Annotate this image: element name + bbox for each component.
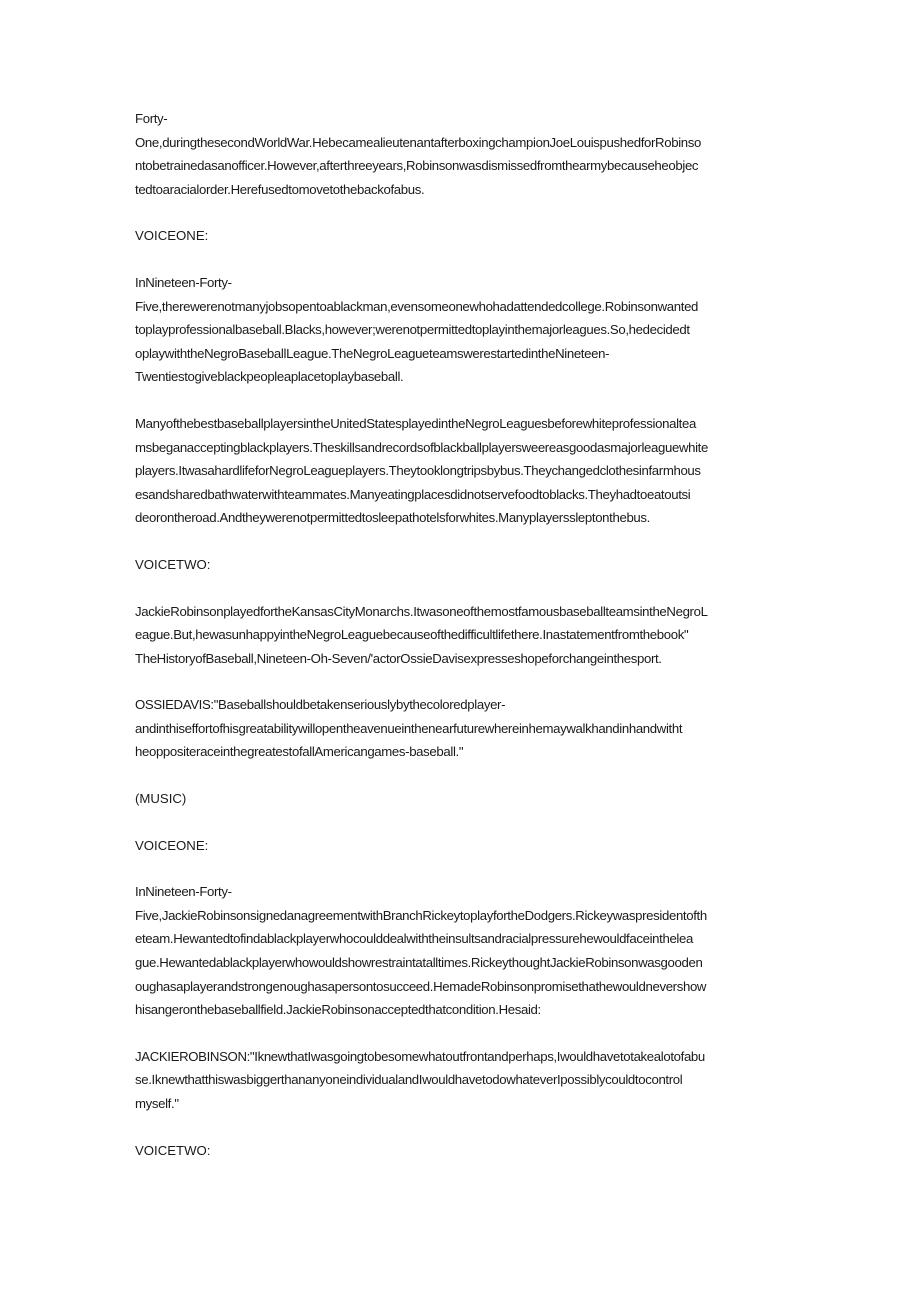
text-line: deorontheroad.Andtheywerenotpermittedtosleepathotelsforwhites.Manyplayerssleptonthebus. xyxy=(135,510,650,526)
text-line: esandsharedbathwaterwithteammates.Manyeatingplacesdidnotservefoodtoblacks.Theyhadtoeatoutsi xyxy=(135,486,691,502)
document-page xyxy=(135,107,787,1185)
text-line: InNineteen-Forty- xyxy=(135,884,232,900)
text-line: JackieRobinsonplayedfortheKansasCityMonarchs.ItwasoneofthemostfamousbaseballteamsintheNegroL xyxy=(135,603,708,619)
paragraph-army-service xyxy=(135,107,787,201)
text-line: OSSIEDAVIS:"Baseballshouldbetakenseriouslybythecoloredplayer- xyxy=(135,697,506,713)
paragraph-negro-league xyxy=(135,271,787,389)
text-line: se.IknewthatthiswasbiggerthananyoneindividualandIwouldhavetodowhateverIpossiblycouldtocontrol xyxy=(135,1072,683,1088)
speaker-label-voice-two: VOICETWO: xyxy=(135,556,211,572)
speaker-label-voice-one: VOICEONE: xyxy=(135,228,209,244)
paragraph-kansas-city-monarchs xyxy=(135,600,787,671)
text-line: One,duringthesecondWorldWar.HebecamealieutenantafterboxingchampionJoeLouispushedforRobinso xyxy=(135,134,701,150)
text-line: hisangeronthebaseballfield.JackieRobinsonacceptedthatcondition.Hesaid: xyxy=(135,1002,541,1018)
text-line: andinthiseffortofhisgreatabilitywillopentheavenueinthenearfuturewhereinhemaywalkhandinhandwitht xyxy=(135,720,683,736)
text-line: Five,JackieRobinsonsignedanagreementwithBranchRickeytoplayfortheDodgers.Rickeywaspresidentofth xyxy=(135,907,707,923)
text-line: heoppositeraceinthegreatestofallAmericangames-baseball." xyxy=(135,744,464,760)
paragraph-jackie-robinson-quote xyxy=(135,1045,787,1116)
text-line: msbeganacceptingblackplayers.Theskillsandrecordsofblackballplayersweereasgoodasmajorleaguewhite xyxy=(135,439,708,455)
text-line: JACKIEROBINSON:"IknewthatIwasgoingtobesomewhatoutfrontandperhaps,Iwouldhavetotakealotofabu xyxy=(135,1048,705,1064)
text-line: Forty- xyxy=(135,111,168,126)
speaker-label-voice-one: VOICEONE: xyxy=(135,837,209,853)
text-line: myself." xyxy=(135,1096,179,1111)
text-line: players.ItwasahardlifeforNegroLeagueplayers.Theytooklongtripsbybus.Theychangedclothesinfarmhous xyxy=(135,463,701,479)
text-line: toplayprofessionalbaseball.Blacks,however;werenotpermittedtoplayinthemajorleagues.So,hedecidedt xyxy=(135,322,690,338)
speaker-label-voice-two: VOICETWO: xyxy=(135,1142,211,1158)
paragraph-ossie-davis-quote xyxy=(135,693,787,764)
text-line: tedtoaracialorder.Herefusedtomovetothebackofabus. xyxy=(135,181,425,197)
paragraph-branch-rickey xyxy=(135,880,787,1022)
paragraph-league-life xyxy=(135,412,787,530)
text-line: TheHistoryofBaseball,Nineteen-Oh-Seven/'actorOssieDavisexpresseshopeforchangeinthesport. xyxy=(135,650,662,666)
text-line: Twentiestogiveblackpeopleaplacetoplaybaseball. xyxy=(135,369,404,385)
music-cue: (MUSIC) xyxy=(135,791,187,807)
text-line: ManyofthebestbaseballplayersintheUnitedStatesplayedintheNegroLeaguesbeforewhiteprofessionaltea xyxy=(135,415,696,431)
text-line: oughasaplayerandstrongenoughasapersontosucceed.HemadeRobinsonpromisethathewouldnevershow xyxy=(135,978,707,994)
text-line: eteam.Hewantedtofindablackplayerwhocoulddealwiththeinsultsandracialpressurehewouldfaceinthelea xyxy=(135,931,693,947)
text-line: oplaywiththeNegroBaseballLeague.TheNegroLeagueteamswerestartedintheNineteen- xyxy=(135,345,610,361)
text-line: eague.But,hewasunhappyintheNegroLeaguebecauseofthedifficultlifethere.Inastatementfromthebook" xyxy=(135,627,689,643)
text-line: Five,therewerenotmanyjobsopentoablackman,evensomeonewhohadattendedcollege.Robinsonwanted xyxy=(135,298,699,314)
text-line: InNineteen-Forty- xyxy=(135,274,232,290)
text-line: gue.Hewantedablackplayerwhowouldshowrestraintatalltimes.RickeythoughtJackieRobinsonwasgooden xyxy=(135,955,703,971)
text-line: ntobetrainedasanofficer.However,afterthreeyears,Robinsonwasdismissedfromthearmybecauseheobjec xyxy=(135,158,699,174)
